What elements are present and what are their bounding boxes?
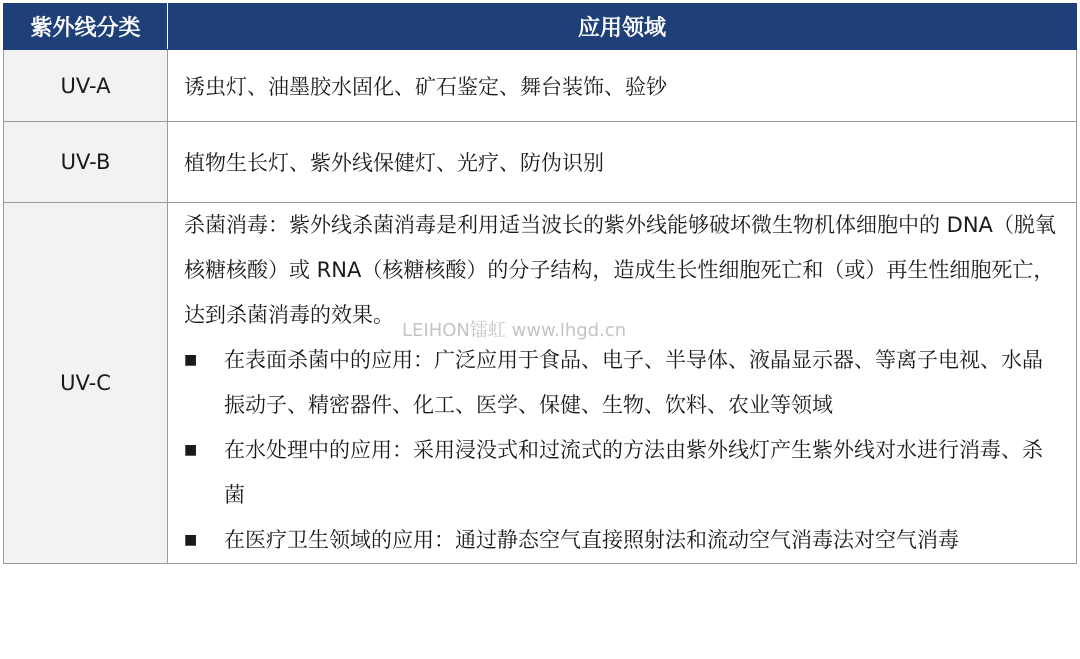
table-header-row [4,4,1077,50]
bullet-icon: ■ [184,352,198,368]
bullet-icon: ■ [184,532,198,548]
list-item-text: 在水处理中的应用：采用浸没式和过流式的方法由紫外线灯产生紫外线对水进行消毒、杀菌 [224,438,1043,507]
list-item [184,518,1060,563]
header-category: 紫外线分类 [4,4,168,50]
applications-cell [168,203,1077,564]
uv-application-table [3,3,1077,564]
list-item [184,338,1060,428]
category-cell: UV-B [4,122,168,203]
applications-cell: 植物生长灯、紫外线保健灯、光疗、防伪识别 [168,122,1077,203]
header-applications: 应用领域 [168,4,1077,50]
uvc-intro: 杀菌消毒：紫外线杀菌消毒是利用适当波长的紫外线能够破坏微生物机体细胞中的 DNA（脱氧核糖核酸）或 RNA（核糖核酸）的分子结构，造成生长性细胞死亡和（或）再生性细胞死亡，达到杀菌消毒的效果。 [184,213,1056,327]
list-item [184,428,1060,518]
list-item-text: 在表面杀菌中的应用：广泛应用于食品、电子、半导体、液晶显示器、等离子电视、水晶振动子、精密器件、化工、医学、保健、生物、饮料、农业等领域 [224,348,1043,417]
category-cell: UV-A [4,50,168,122]
table-row-uvc [4,203,1077,564]
watermark: LEIHON镭虹 www.lhgd.cn [402,320,627,341]
category-cell: UV-C [4,203,168,564]
table-row-uvb [4,122,1077,203]
table-row-uva [4,50,1077,122]
list-item-text: 在医疗卫生领域的应用：通过静态空气直接照射法和流动空气消毒法对空气消毒 [224,528,959,552]
bullet-icon: ■ [184,442,198,458]
applications-cell: 诱虫灯、油墨胶水固化、矿石鉴定、舞台装饰、验钞 [168,50,1077,122]
